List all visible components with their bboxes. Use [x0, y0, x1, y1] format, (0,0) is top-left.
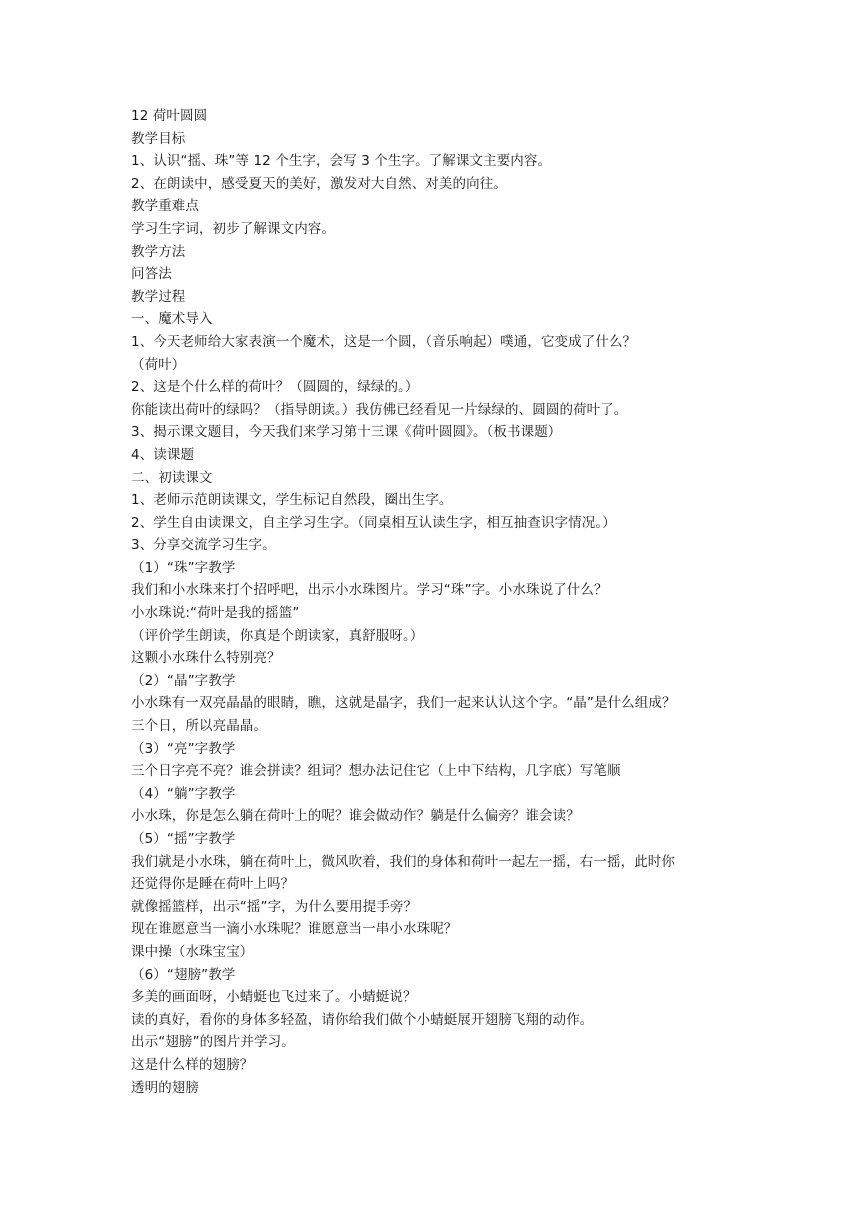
section-heading-method: 教学方法	[131, 243, 186, 260]
section-heading-key-points: 教学重难点	[131, 198, 199, 215]
text-line: 我们和小水珠来打个招呼吧，出示小水珠图片。学习“珠”字。小水珠说了什么？	[131, 582, 608, 599]
text-line: 3、揭示课文题目，今天我们来学习第十三课《荷叶圆圆》。（板书课题）	[131, 424, 562, 441]
text-line: 这是什么样的翅膀？	[131, 1056, 254, 1073]
text-line: 课中操（水珠宝宝）	[131, 943, 254, 960]
text-line: 就像摇篮样，出示“摇”字，为什么要用提手旁？	[131, 898, 418, 915]
text-line: 多美的画面呀，小蜻蜓也飞过来了。小蜻蜓说？	[131, 989, 417, 1006]
text-line: 这颗小水珠什么特别亮？	[131, 650, 281, 667]
text-line: （荷叶）	[131, 356, 186, 373]
character-heading: （6）“翅膀”教学	[131, 966, 236, 983]
text-line: 出示“翅膀”的图片并学习。	[131, 1034, 295, 1051]
character-heading: （2）“晶”字教学	[131, 672, 236, 689]
text-line: 读的真好，看你的身体多轻盈，请你给我们做个小蜻蜓展开翅膀飞翔的动作。	[131, 1011, 594, 1028]
text-line: （评价学生朗读，你真是个朗读家，真舒服呀。）	[131, 627, 424, 644]
text-line: 1、认识“摇、珠”等 12 个生字，会写 3 个生字。了解课文主要内容。	[131, 153, 552, 170]
text-line: 还觉得你是睡在荷叶上吗？	[131, 876, 295, 893]
text-line: 2、在朗读中，感受夏天的美好，激发对大自然、对美的向往。	[131, 175, 507, 192]
text-line: 3、分享交流学习生字。	[131, 537, 276, 554]
section-heading-objectives: 教学目标	[131, 130, 186, 147]
character-heading: （5）“摇”字教学	[131, 831, 236, 847]
text-line: 三个日字亮不亮？谁会拼读？组词？想办法记住它（上中下结构，几字底）写笔顺	[131, 763, 621, 780]
text-line: 小水珠有一双亮晶晶的眼睛，瞧，这就是晶字，我们一起来认认这个字。“晶”是什么组成？	[131, 695, 676, 712]
subsection-heading: 二、初读课文	[131, 469, 213, 486]
text-line: 1、老师示范朗读课文，学生标记自然段，圈出生字。	[131, 492, 453, 509]
lesson-plan-body	[131, 105, 731, 1099]
text-line: 问答法	[131, 266, 172, 283]
text-line: 4、读课题	[131, 446, 195, 463]
text-line: 小水珠说:“荷叶是我的摇篮”	[131, 605, 300, 622]
character-heading: （3）“亮”字教学	[131, 740, 236, 757]
text-line: 我们就是小水珠，躺在荷叶上，微风吹着，我们的身体和荷叶一起左一摇，右一摇，此时你	[131, 853, 675, 870]
text-line: 你能读出荷叶的绿吗？（指导朗读。）我仿佛已经看见一片绿绿的、圆圆的荷叶了。	[131, 401, 628, 418]
character-heading: （4）“躺”字教学	[131, 785, 236, 802]
text-line: 小水珠，你是怎么躺在荷叶上的呢？谁会做动作？躺是什么偏旁？谁会读？	[131, 808, 580, 825]
text-line: 现在谁愿意当一滴小水珠呢？谁愿意当一串小水珠呢？	[131, 921, 458, 938]
text-line: 2、学生自由读课文，自主学习生字。（同桌相互认读生字，相互抽查识字情况。）	[131, 514, 616, 531]
lesson-title: 12 荷叶圆圆	[131, 108, 208, 124]
text-line: 透明的翅膀	[131, 1079, 199, 1096]
subsection-heading: 一、魔术导入	[131, 311, 213, 328]
text-line: 三个日，所以亮晶晶。	[131, 718, 267, 735]
text-line: 1、今天老师给大家表演一个魔术，这是一个圆，（音乐响起）噗通，它变成了什么？	[131, 333, 637, 350]
character-heading: （1）“珠”字教学	[131, 559, 236, 576]
section-heading-process: 教学过程	[131, 288, 186, 305]
text-line: 2、这是个什么样的荷叶？（圆圆的，绿绿的。）	[131, 379, 419, 396]
text-line: 学习生字词，初步了解课文内容。	[131, 220, 335, 237]
